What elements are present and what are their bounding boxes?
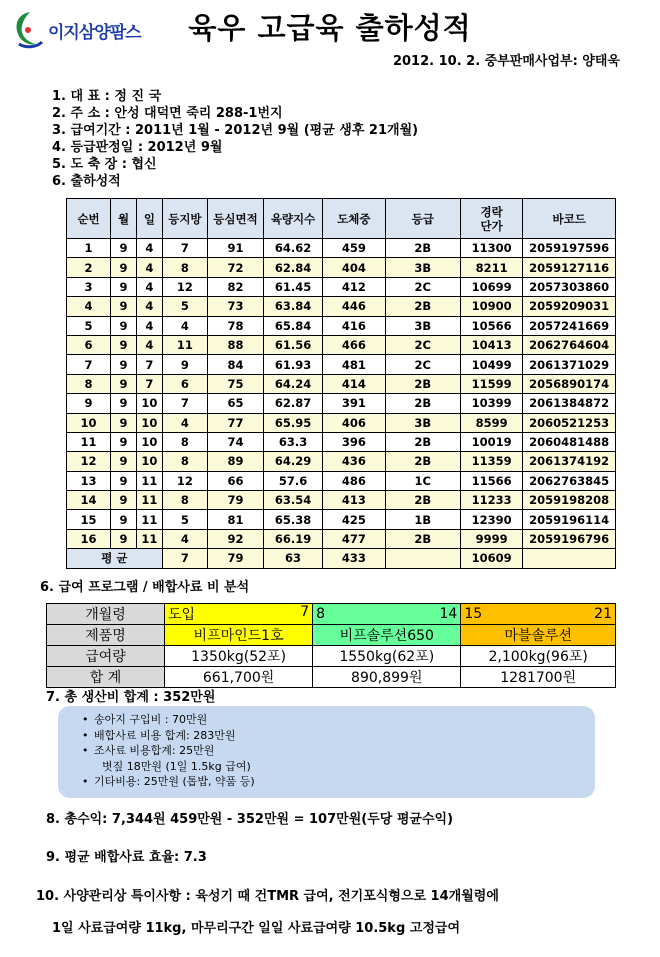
cell-seq: 2 (67, 258, 111, 277)
cell-yield-index: 61.93 (263, 355, 322, 374)
cell-seq: 9 (67, 394, 111, 413)
cell-carcass-weight: 446 (323, 297, 385, 316)
average-loin-area: 79 (207, 549, 263, 568)
cell-barcode: 2059197596 (523, 239, 616, 258)
table-row (67, 471, 616, 490)
cell-loin-area: 91 (207, 239, 263, 258)
cell-month: 9 (111, 432, 137, 451)
cell-month: 9 (111, 277, 137, 296)
cell-yield-index: 57.6 (263, 471, 322, 490)
cell-yield-index: 65.84 (263, 316, 322, 335)
cell-day: 7 (136, 374, 162, 393)
feeding-program-table (46, 603, 616, 688)
column-header: 육량지수 (263, 199, 322, 239)
product-phase-3: 마블솔루션 (461, 625, 616, 646)
cell-yield-index: 66.19 (263, 529, 322, 548)
info-feeding-period: 3. 급여기간 : 2011년 1월 - 2012년 9월 (평균 생후 21개월) (52, 123, 419, 138)
column-header: 월 (111, 199, 137, 239)
program-row-age (47, 604, 616, 625)
average-label: 평 균 (67, 549, 163, 568)
cell-grade: 1C (385, 471, 460, 490)
phase-2-end: 14 (439, 606, 458, 622)
phase-3-start: 15 (464, 606, 483, 622)
cell-barcode: 2059196796 (523, 529, 616, 548)
cell-grade: 2B (385, 239, 460, 258)
cell-back-fat: 7 (162, 239, 207, 258)
total-phase-3: 1281700원 (461, 667, 616, 688)
cell-seq: 5 (67, 316, 111, 335)
cell-back-fat: 8 (162, 432, 207, 451)
cost-item-roughage: • 조사료 비용합계: 25만원 (82, 743, 595, 759)
column-header-auction-price (460, 199, 522, 239)
column-header: 바코드 (523, 199, 616, 239)
cell-seq: 13 (67, 471, 111, 490)
cell-month: 9 (111, 510, 137, 529)
cell-carcass-weight: 466 (323, 335, 385, 354)
row-label-product: 제품명 (47, 625, 165, 646)
cell-auction-price: 10499 (460, 355, 522, 374)
cell-grade: 2B (385, 394, 460, 413)
cell-grade: 2C (385, 335, 460, 354)
cell-loin-area: 75 (207, 374, 263, 393)
cell-carcass-weight: 481 (323, 355, 385, 374)
cell-barcode: 2060521253 (523, 413, 616, 432)
average-price: 10609 (460, 549, 522, 568)
info-representative: 1. 대 표 : 정 진 국 (52, 89, 162, 104)
cell-carcass-weight: 425 (323, 510, 385, 529)
program-row-amount (47, 646, 616, 667)
cell-day: 10 (136, 413, 162, 432)
cell-month: 9 (111, 335, 137, 354)
cell-loin-area: 78 (207, 316, 263, 335)
cell-day: 4 (136, 277, 162, 296)
cell-back-fat: 8 (162, 491, 207, 510)
cell-back-fat: 7 (162, 394, 207, 413)
cell-month: 9 (111, 529, 137, 548)
cell-yield-index: 62.87 (263, 394, 322, 413)
phase-1-range (165, 604, 313, 625)
total-phase-2: 890,899원 (313, 667, 461, 688)
product-phase-1: 비프마인드1호 (165, 625, 313, 646)
cell-grade: 3B (385, 413, 460, 432)
table-row (67, 258, 616, 277)
cell-carcass-weight: 414 (323, 374, 385, 393)
cell-carcass-weight: 404 (323, 258, 385, 277)
cell-day: 11 (136, 529, 162, 548)
table-row (67, 491, 616, 510)
table-row (67, 413, 616, 432)
cell-yield-index: 64.24 (263, 374, 322, 393)
cell-auction-price: 11599 (460, 374, 522, 393)
amount-phase-1: 1350kg(52포) (165, 646, 313, 667)
cell-loin-area: 89 (207, 452, 263, 471)
cell-carcass-weight: 436 (323, 452, 385, 471)
profit-line: 8. 총수익: 7,344원 459만원 - 352만원 = 107만원(두당 평균수익) (46, 812, 454, 827)
cell-auction-price: 8211 (460, 258, 522, 277)
cell-loin-area: 81 (207, 510, 263, 529)
cell-yield-index: 63.84 (263, 297, 322, 316)
cell-grade: 2C (385, 277, 460, 296)
cell-day: 10 (136, 452, 162, 471)
cell-yield-index: 65.95 (263, 413, 322, 432)
table-row (67, 394, 616, 413)
cell-grade: 2B (385, 529, 460, 548)
cell-day: 10 (136, 432, 162, 451)
cell-carcass-weight: 486 (323, 471, 385, 490)
cell-barcode: 2062764604 (523, 335, 616, 354)
cell-barcode: 2061374192 (523, 452, 616, 471)
cell-month: 9 (111, 413, 137, 432)
phase-2-range (313, 604, 461, 625)
average-carcass-weight: 433 (323, 549, 385, 568)
table-row (67, 297, 616, 316)
cell-month: 9 (111, 316, 137, 335)
row-label-total: 합 계 (47, 667, 165, 688)
cell-day: 4 (136, 297, 162, 316)
cell-grade: 1B (385, 510, 460, 529)
cell-back-fat: 9 (162, 355, 207, 374)
cell-carcass-weight: 459 (323, 239, 385, 258)
cell-seq: 8 (67, 374, 111, 393)
cost-item-feed: • 배합사료 비용 합계: 283만원 (82, 728, 595, 744)
cell-back-fat: 5 (162, 297, 207, 316)
cell-month: 9 (111, 394, 137, 413)
feeding-program-heading: 6. 급여 프로그램 / 배합사료 비 분석 (40, 580, 250, 595)
cell-auction-price: 10399 (460, 394, 522, 413)
cell-month: 9 (111, 374, 137, 393)
row-label-age: 개월령 (47, 604, 165, 625)
phase-1-start: 도입 (168, 607, 196, 623)
table-header-row (67, 199, 616, 239)
cell-auction-price: 11233 (460, 491, 522, 510)
cell-seq: 14 (67, 491, 111, 510)
cell-grade: 2B (385, 297, 460, 316)
cell-back-fat: 11 (162, 335, 207, 354)
cell-yield-index: 64.29 (263, 452, 322, 471)
cell-yield-index: 63.54 (263, 491, 322, 510)
amount-phase-2: 1550kg(62포) (313, 646, 461, 667)
column-header: 등급 (385, 199, 460, 239)
cell-yield-index: 61.45 (263, 277, 322, 296)
shipping-results-table (66, 198, 616, 569)
row-label-amount: 급여량 (47, 646, 165, 667)
cell-month: 9 (111, 239, 137, 258)
cell-grade: 2B (385, 374, 460, 393)
cell-seq: 10 (67, 413, 111, 432)
cell-grade: 2B (385, 432, 460, 451)
cell-day: 10 (136, 394, 162, 413)
feed-efficiency-line: 9. 평균 배합사료 효율: 7.3 (46, 850, 207, 865)
cost-item-other: • 기타비용: 25만원 (톱밥, 약품 등) (82, 774, 595, 790)
cell-barcode: 2061384872 (523, 394, 616, 413)
column-header: 순번 (67, 199, 111, 239)
cell-barcode: 2059127116 (523, 258, 616, 277)
auction-header-line1: 경락 (480, 204, 503, 219)
cell-carcass-weight: 396 (323, 432, 385, 451)
cell-loin-area: 74 (207, 432, 263, 451)
table-row (67, 316, 616, 335)
cell-month: 9 (111, 491, 137, 510)
average-grade (385, 549, 460, 568)
cell-back-fat: 8 (162, 452, 207, 471)
cell-carcass-weight: 391 (323, 394, 385, 413)
table-row (67, 432, 616, 451)
cell-auction-price: 10566 (460, 316, 522, 335)
cell-back-fat: 5 (162, 510, 207, 529)
cell-day: 11 (136, 510, 162, 529)
cell-seq: 6 (67, 335, 111, 354)
column-header: 도체중 (323, 199, 385, 239)
average-row (67, 549, 616, 568)
cell-month: 9 (111, 297, 137, 316)
cell-barcode: 2057303860 (523, 277, 616, 296)
cell-auction-price: 10900 (460, 297, 522, 316)
table-row (67, 452, 616, 471)
notes-line-2: 1일 사료급여량 11kg, 마무리구간 일일 사료급여량 10.5kg 고정급여 (52, 921, 461, 936)
cell-grade: 3B (385, 316, 460, 335)
cell-yield-index: 62.84 (263, 258, 322, 277)
cell-grade: 2B (385, 452, 460, 471)
cell-loin-area: 77 (207, 413, 263, 432)
cell-seq: 12 (67, 452, 111, 471)
report-date-author: 2012. 10. 2. 중부판매사업부: 양태욱 (392, 54, 620, 69)
phase-3-range (461, 604, 616, 625)
notes-line-1: 10. 사양관리상 특이사항 : 육성기 때 건TMR 급여, 전기포식형으로 14개월령에 (36, 889, 499, 904)
average-yield-index: 63 (263, 549, 322, 568)
cell-day: 7 (136, 355, 162, 374)
cell-loin-area: 65 (207, 394, 263, 413)
cell-seq: 7 (67, 355, 111, 374)
cost-item-straw: 볏짚 18만원 (1일 1.5kg 급여) (102, 759, 251, 773)
cell-day: 4 (136, 239, 162, 258)
total-cost-heading: 7. 총 생산비 합계 : 352만원 (46, 690, 216, 705)
cell-day: 11 (136, 491, 162, 510)
cell-back-fat: 12 (162, 277, 207, 296)
page-title: 육우 고급육 출하성적 (188, 11, 472, 45)
average-barcode (523, 549, 616, 568)
cell-loin-area: 73 (207, 297, 263, 316)
cell-seq: 3 (67, 277, 111, 296)
cell-back-fat: 4 (162, 529, 207, 548)
cell-auction-price: 10699 (460, 277, 522, 296)
table-row (67, 510, 616, 529)
cost-breakdown-box (58, 706, 595, 798)
cell-carcass-weight: 477 (323, 529, 385, 548)
phase-3-end: 21 (594, 606, 612, 622)
cell-loin-area: 79 (207, 491, 263, 510)
cell-barcode: 2060481488 (523, 432, 616, 451)
cell-month: 9 (111, 452, 137, 471)
info-grading-date: 4. 등급판정일 : 2012년 9월 (52, 140, 223, 155)
info-address: 2. 주 소 : 안성 대덕면 죽리 288-1번지 (52, 106, 283, 121)
cell-seq: 1 (67, 239, 111, 258)
cell-barcode: 2059196114 (523, 510, 616, 529)
cell-barcode: 2061371029 (523, 355, 616, 374)
cell-auction-price: 11566 (460, 471, 522, 490)
cell-yield-index: 65.38 (263, 510, 322, 529)
total-phase-1: 661,700원 (165, 667, 313, 688)
cell-month: 9 (111, 471, 137, 490)
cell-seq: 4 (67, 297, 111, 316)
cell-auction-price: 10019 (460, 432, 522, 451)
cell-carcass-weight: 416 (323, 316, 385, 335)
table-row (67, 335, 616, 354)
auction-header-line2: 단가 (480, 218, 503, 233)
cell-loin-area: 82 (207, 277, 263, 296)
cell-loin-area: 72 (207, 258, 263, 277)
cell-auction-price: 11300 (460, 239, 522, 258)
logo-text: 이지삼양팜스 (48, 23, 141, 43)
cell-day: 4 (136, 335, 162, 354)
cell-barcode: 2059198208 (523, 491, 616, 510)
table-row (67, 374, 616, 393)
cell-yield-index: 63.3 (263, 432, 322, 451)
cell-carcass-weight: 406 (323, 413, 385, 432)
info-slaughterhouse: 5. 도 축 장 : 협신 (52, 157, 157, 172)
cost-item-calf: • 송아지 구입비 : 70만원 (82, 712, 595, 728)
cell-auction-price: 11359 (460, 452, 522, 471)
info-shipping-results-heading: 6. 출하성적 (52, 174, 121, 189)
cell-auction-price: 10413 (460, 335, 522, 354)
cell-back-fat: 8 (162, 258, 207, 277)
amount-phase-3: 2,100kg(96포) (461, 646, 616, 667)
column-header: 등지방 (162, 199, 207, 239)
cell-yield-index: 64.62 (263, 239, 322, 258)
cell-barcode: 2056890174 (523, 374, 616, 393)
table-row (67, 355, 616, 374)
phase-2-start: 8 (316, 606, 326, 622)
cell-day: 4 (136, 316, 162, 335)
table-row (67, 277, 616, 296)
table-row (67, 529, 616, 548)
cell-yield-index: 61.56 (263, 335, 322, 354)
cell-back-fat: 12 (162, 471, 207, 490)
cell-seq: 11 (67, 432, 111, 451)
cell-back-fat: 4 (162, 413, 207, 432)
cell-day: 4 (136, 258, 162, 277)
cell-loin-area: 92 (207, 529, 263, 548)
cell-barcode: 2059209031 (523, 297, 616, 316)
cell-auction-price: 12390 (460, 510, 522, 529)
cell-grade: 2C (385, 355, 460, 374)
cell-day: 11 (136, 471, 162, 490)
average-fat: 7 (162, 549, 207, 568)
cell-carcass-weight: 412 (323, 277, 385, 296)
cell-loin-area: 84 (207, 355, 263, 374)
cell-grade: 3B (385, 258, 460, 277)
table-row (67, 239, 616, 258)
column-header: 일 (136, 199, 162, 239)
cell-auction-price: 9999 (460, 529, 522, 548)
program-row-product (47, 625, 616, 646)
column-header: 등심면적 (207, 199, 263, 239)
cell-barcode: 2057241669 (523, 316, 616, 335)
cell-back-fat: 6 (162, 374, 207, 393)
cell-barcode: 2062763845 (523, 471, 616, 490)
cell-seq: 16 (67, 529, 111, 548)
cell-month: 9 (111, 355, 137, 374)
cell-auction-price: 8599 (460, 413, 522, 432)
cell-month: 9 (111, 258, 137, 277)
cell-seq: 15 (67, 510, 111, 529)
program-row-total (47, 667, 616, 688)
cell-carcass-weight: 413 (323, 491, 385, 510)
cell-loin-area: 88 (207, 335, 263, 354)
cell-loin-area: 66 (207, 471, 263, 490)
phase-1-end: 7 (300, 604, 310, 620)
product-phase-2: 비프솔루션650 (313, 625, 461, 646)
cell-grade: 2B (385, 491, 460, 510)
cell-back-fat: 4 (162, 316, 207, 335)
